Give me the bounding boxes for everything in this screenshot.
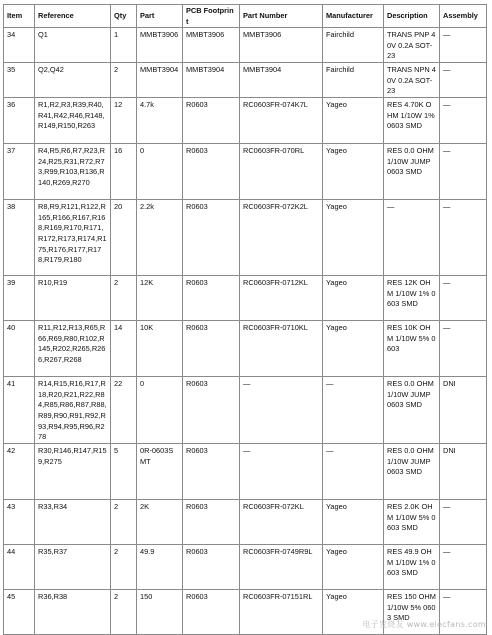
cell-reference: Q1 — [35, 28, 111, 63]
cell-description: RES 150 OHM 1/10W 5% 0603 SMD — [384, 590, 440, 635]
cell-part-number: MMBT3904 — [240, 63, 323, 98]
cell-description: RES 10K OHM 1/10W 5% 0603 — [384, 321, 440, 377]
cell-qty: 1 — [111, 28, 137, 63]
cell-qty: 22 — [111, 377, 137, 444]
cell-item: 35 — [4, 63, 35, 98]
cell-footprint: MMBT3906 — [183, 28, 240, 63]
cell-footprint: R0603 — [183, 500, 240, 545]
cell-part-number: RC0603FR-0749R9L — [240, 545, 323, 590]
cell-qty: 2 — [111, 545, 137, 590]
cell-part-number: RC0603FR-07151RL — [240, 590, 323, 635]
cell-manufacturer: — — [323, 377, 384, 444]
cell-footprint: R0603 — [183, 377, 240, 444]
cell-assembly: — — [440, 63, 487, 98]
cell-part: 0 — [137, 144, 183, 200]
cell-reference: R11,R12,R13,R65,R66,R69,R80,R102,R145,R202,R265,R266,R267,R268 — [35, 321, 111, 377]
cell-part-number: — — [240, 444, 323, 500]
cell-qty: 2 — [111, 590, 137, 635]
cell-reference: R8,R9,R121,R122,R165,R166,R167,R168,R169,R170,R171,R172,R173,R174,R175,R176,R177,R178,R179,R180 — [35, 200, 111, 276]
table-row — [4, 377, 487, 444]
cell-qty: 16 — [111, 144, 137, 200]
bom-table — [3, 4, 487, 635]
cell-manufacturer: Yageo — [323, 98, 384, 144]
header-qty: Qty — [111, 5, 137, 28]
cell-assembly: — — [440, 28, 487, 63]
cell-footprint: R0603 — [183, 321, 240, 377]
cell-footprint: R0603 — [183, 590, 240, 635]
cell-part: 0R-0603SMT — [137, 444, 183, 500]
cell-part-number: RC0603FR-074K7L — [240, 98, 323, 144]
header-pcb-footprint: PCB Footprint — [183, 5, 240, 28]
cell-footprint: MMBT3904 — [183, 63, 240, 98]
cell-item: 36 — [4, 98, 35, 144]
cell-item: 44 — [4, 545, 35, 590]
cell-item: 34 — [4, 28, 35, 63]
table-row — [4, 444, 487, 500]
cell-item: 41 — [4, 377, 35, 444]
cell-part: 49.9 — [137, 545, 183, 590]
cell-manufacturer: Yageo — [323, 144, 384, 200]
table-row — [4, 545, 487, 590]
cell-qty: 12 — [111, 98, 137, 144]
cell-description: RES 2.0K OHM 1/10W 5% 0603 SMD — [384, 500, 440, 545]
cell-description: RES 4.70K OHM 1/10W 1% 0603 SMD — [384, 98, 440, 144]
cell-manufacturer: Yageo — [323, 276, 384, 321]
cell-part-number: RC0603FR-070RL — [240, 144, 323, 200]
header-part-number: Part Number — [240, 5, 323, 28]
cell-item: 39 — [4, 276, 35, 321]
cell-reference: R30,R146,R147,R159,R275 — [35, 444, 111, 500]
cell-part-number: RC0603FR-072K2L — [240, 200, 323, 276]
cell-manufacturer: Yageo — [323, 590, 384, 635]
cell-description: TRANS NPN 40V 0.2A SOT-23 — [384, 63, 440, 98]
cell-part: 4.7k — [137, 98, 183, 144]
cell-part: MMBT3904 — [137, 63, 183, 98]
cell-assembly: — — [440, 144, 487, 200]
cell-item: 38 — [4, 200, 35, 276]
cell-part-number: RC0603FR-072KL — [240, 500, 323, 545]
table-header-row — [4, 5, 487, 28]
cell-footprint: R0603 — [183, 276, 240, 321]
cell-qty: 14 — [111, 321, 137, 377]
cell-reference: Q2,Q42 — [35, 63, 111, 98]
table-row — [4, 28, 487, 63]
cell-footprint: R0603 — [183, 444, 240, 500]
table-row — [4, 321, 487, 377]
cell-part-number: — — [240, 377, 323, 444]
cell-assembly: — — [440, 321, 487, 377]
cell-assembly: — — [440, 276, 487, 321]
cell-assembly: — — [440, 500, 487, 545]
cell-part: 12K — [137, 276, 183, 321]
table-row — [4, 500, 487, 545]
cell-description: RES 12K OHM 1/10W 1% 0603 SMD — [384, 276, 440, 321]
cell-qty: 2 — [111, 276, 137, 321]
table-row — [4, 63, 487, 98]
header-reference: Reference — [35, 5, 111, 28]
cell-description: RES 0.0 OHM 1/10W JUMP 0603 SMD — [384, 377, 440, 444]
cell-assembly: DNI — [440, 377, 487, 444]
cell-assembly: — — [440, 98, 487, 144]
cell-assembly: — — [440, 200, 487, 276]
cell-reference: R4,R5,R6,R7,R23,R24,R25,R31,R72,R73,R99,R103,R136,R140,R269,R270 — [35, 144, 111, 200]
cell-item: 43 — [4, 500, 35, 545]
cell-manufacturer: Yageo — [323, 545, 384, 590]
watermark: 电子发烧友 www.elecfans.com — [362, 620, 486, 629]
table-row — [4, 200, 487, 276]
header-assembly: Assembly — [440, 5, 487, 28]
cell-manufacturer: Yageo — [323, 200, 384, 276]
cell-part: 2.2k — [137, 200, 183, 276]
cell-footprint: R0603 — [183, 98, 240, 144]
cell-part: 10K — [137, 321, 183, 377]
cell-footprint: R0603 — [183, 144, 240, 200]
cell-part: MMBT3906 — [137, 28, 183, 63]
header-description: Description — [384, 5, 440, 28]
header-item: Item — [4, 5, 35, 28]
cell-reference: R36,R38 — [35, 590, 111, 635]
cell-description: — — [384, 200, 440, 276]
cell-part-number: RC0603FR-0710KL — [240, 321, 323, 377]
cell-footprint: R0603 — [183, 545, 240, 590]
cell-manufacturer: — — [323, 444, 384, 500]
cell-footprint: R0603 — [183, 200, 240, 276]
cell-description: RES 0.0 OHM 1/10W JUMP 0603 SMD — [384, 144, 440, 200]
table-row — [4, 276, 487, 321]
cell-part: 0 — [137, 377, 183, 444]
cell-qty: 2 — [111, 63, 137, 98]
cell-item: 37 — [4, 144, 35, 200]
cell-manufacturer: Fairchild — [323, 28, 384, 63]
header-part: Part — [137, 5, 183, 28]
header-manufacturer: Manufacturer — [323, 5, 384, 28]
cell-reference: R14,R15,R16,R17,R18,R20,R21,R22,R84,R85,R86,R87,R88,R89,R90,R91,R92,R93,R94,R95,R96,R278 — [35, 377, 111, 444]
cell-manufacturer: Fairchild — [323, 63, 384, 98]
cell-item: 42 — [4, 444, 35, 500]
cell-qty: 2 — [111, 500, 137, 545]
cell-manufacturer: Yageo — [323, 321, 384, 377]
cell-qty: 5 — [111, 444, 137, 500]
cell-assembly: — — [440, 590, 487, 635]
cell-description: RES 0.0 OHM 1/10W JUMP 0603 SMD — [384, 444, 440, 500]
cell-assembly: — — [440, 545, 487, 590]
cell-qty: 20 — [111, 200, 137, 276]
cell-reference: R35,R37 — [35, 545, 111, 590]
cell-reference: R10,R19 — [35, 276, 111, 321]
cell-item: 40 — [4, 321, 35, 377]
cell-part: 2K — [137, 500, 183, 545]
cell-part-number: MMBT3906 — [240, 28, 323, 63]
table-row — [4, 144, 487, 200]
cell-manufacturer: Yageo — [323, 500, 384, 545]
cell-reference: R1,R2,R3,R39,R40,R41,R42,R46,R148,R149,R150,R263 — [35, 98, 111, 144]
cell-description: RES 49.9 OHM 1/10W 1% 0603 SMD — [384, 545, 440, 590]
cell-part-number: RC0603FR-0712KL — [240, 276, 323, 321]
table-row — [4, 98, 487, 144]
cell-part: 150 — [137, 590, 183, 635]
cell-item: 45 — [4, 590, 35, 635]
cell-assembly: DNI — [440, 444, 487, 500]
cell-description: TRANS PNP 40V 0.2A SOT-23 — [384, 28, 440, 63]
cell-reference: R33,R34 — [35, 500, 111, 545]
